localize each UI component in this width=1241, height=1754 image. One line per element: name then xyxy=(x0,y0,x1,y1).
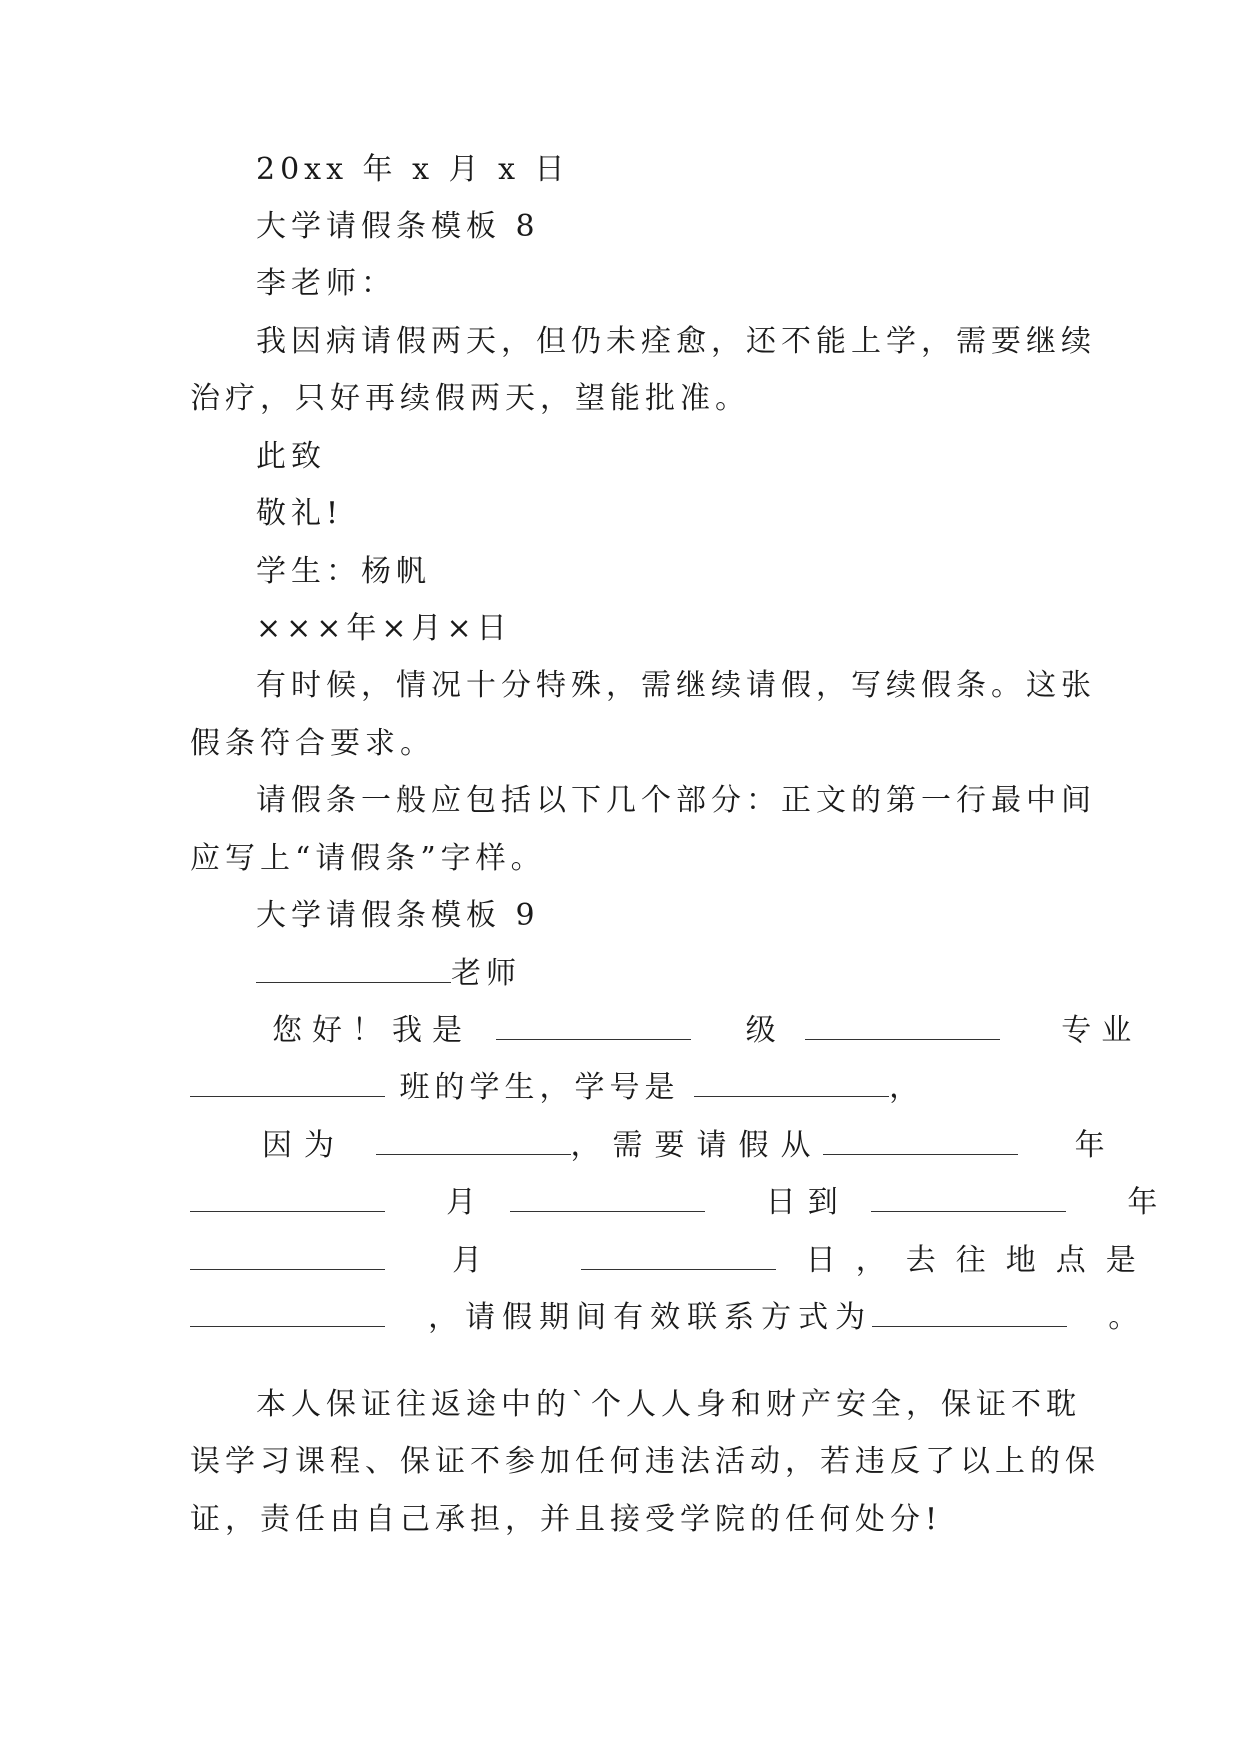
template9-destination-line xyxy=(190,1241,1156,1281)
template8-student: 学生：杨帆 xyxy=(256,554,431,589)
comma: ， xyxy=(889,1070,925,1105)
note2-line2: 应写上“请假条”字样。 xyxy=(190,841,546,876)
because-text: 因为 xyxy=(262,1128,346,1163)
pledge-line1: 本人保证往返途中的`个人人身和财产安全，保证不耽 xyxy=(256,1387,1081,1422)
major-label: 专业 xyxy=(1061,1013,1142,1048)
destination-blank xyxy=(190,1302,385,1327)
to-month-blank xyxy=(190,1245,385,1270)
from-year-blank xyxy=(823,1130,1018,1155)
template8-date: ×××年×月×日 xyxy=(256,611,512,646)
template9-reason-line xyxy=(262,1126,1117,1166)
grade-label: 级 xyxy=(745,1013,786,1048)
template9-class-line xyxy=(190,1068,924,1108)
class-blank xyxy=(190,1072,385,1097)
destination-text: 日，去往地点是 xyxy=(805,1243,1156,1278)
to-day-blank xyxy=(581,1245,776,1270)
month-label-1: 月 xyxy=(446,1185,489,1220)
month-label-2: 月 xyxy=(452,1243,503,1278)
pledge-line2: 误学习课程、保证不参加任何违法活动，若违反了以上的保 xyxy=(190,1444,1100,1479)
template9-teacher-line xyxy=(256,954,521,994)
note2-line1: 请假条一般应包括以下几个部分：正文的第一行最中间 xyxy=(256,783,1096,818)
class-student-text: 班的学生，学号是 xyxy=(399,1070,680,1105)
template9-dates-line xyxy=(190,1183,1169,1223)
to-year-blank xyxy=(871,1187,1066,1212)
from-month-blank xyxy=(190,1187,385,1212)
template8-body-line2: 治疗，只好再续假两天，望能批准。 xyxy=(190,381,750,416)
contact-text: ，请假期间有效联系方式为 xyxy=(428,1300,873,1335)
need-leave-text: ，需要请假从 xyxy=(570,1128,823,1163)
from-day-blank xyxy=(510,1187,705,1212)
major-blank xyxy=(805,1015,1000,1040)
teacher-blank xyxy=(256,958,451,983)
template8-body-line1: 我因病请假两天，但仍未痊愈，还不能上学，需要继续 xyxy=(256,324,1096,359)
year-label-1: 年 xyxy=(1074,1128,1117,1163)
template8-closing2: 敬礼! xyxy=(256,496,344,531)
year-label-2: 年 xyxy=(1127,1185,1170,1220)
hello-text: 您好！我是 xyxy=(272,1013,472,1048)
template9-contact-line xyxy=(190,1298,1145,1338)
pledge-line3: 证，责任由自己承担，并且接受学院的任何处分! xyxy=(190,1502,943,1537)
reason-blank xyxy=(376,1130,571,1155)
grade-blank xyxy=(496,1015,691,1040)
contact-blank xyxy=(872,1302,1067,1327)
template8-closing1: 此致 xyxy=(256,439,326,474)
note1-line2: 假条符合要求。 xyxy=(190,726,435,761)
day-to-text: 日到 xyxy=(765,1185,850,1220)
template9-hello-line xyxy=(272,1011,1141,1051)
teacher-suffix: 老师 xyxy=(451,956,521,991)
period: 。 xyxy=(1108,1300,1146,1335)
date-line: 20xx 年 x 月 x 日 xyxy=(256,152,570,187)
student-id-blank xyxy=(694,1072,889,1097)
template8-greeting: 李老师： xyxy=(256,266,396,301)
note1-line1: 有时候，情况十分特殊，需继续请假，写续假条。这张 xyxy=(256,668,1096,703)
template8-title: 大学请假条模板 8 xyxy=(256,209,540,244)
template9-title: 大学请假条模板 9 xyxy=(256,898,540,933)
